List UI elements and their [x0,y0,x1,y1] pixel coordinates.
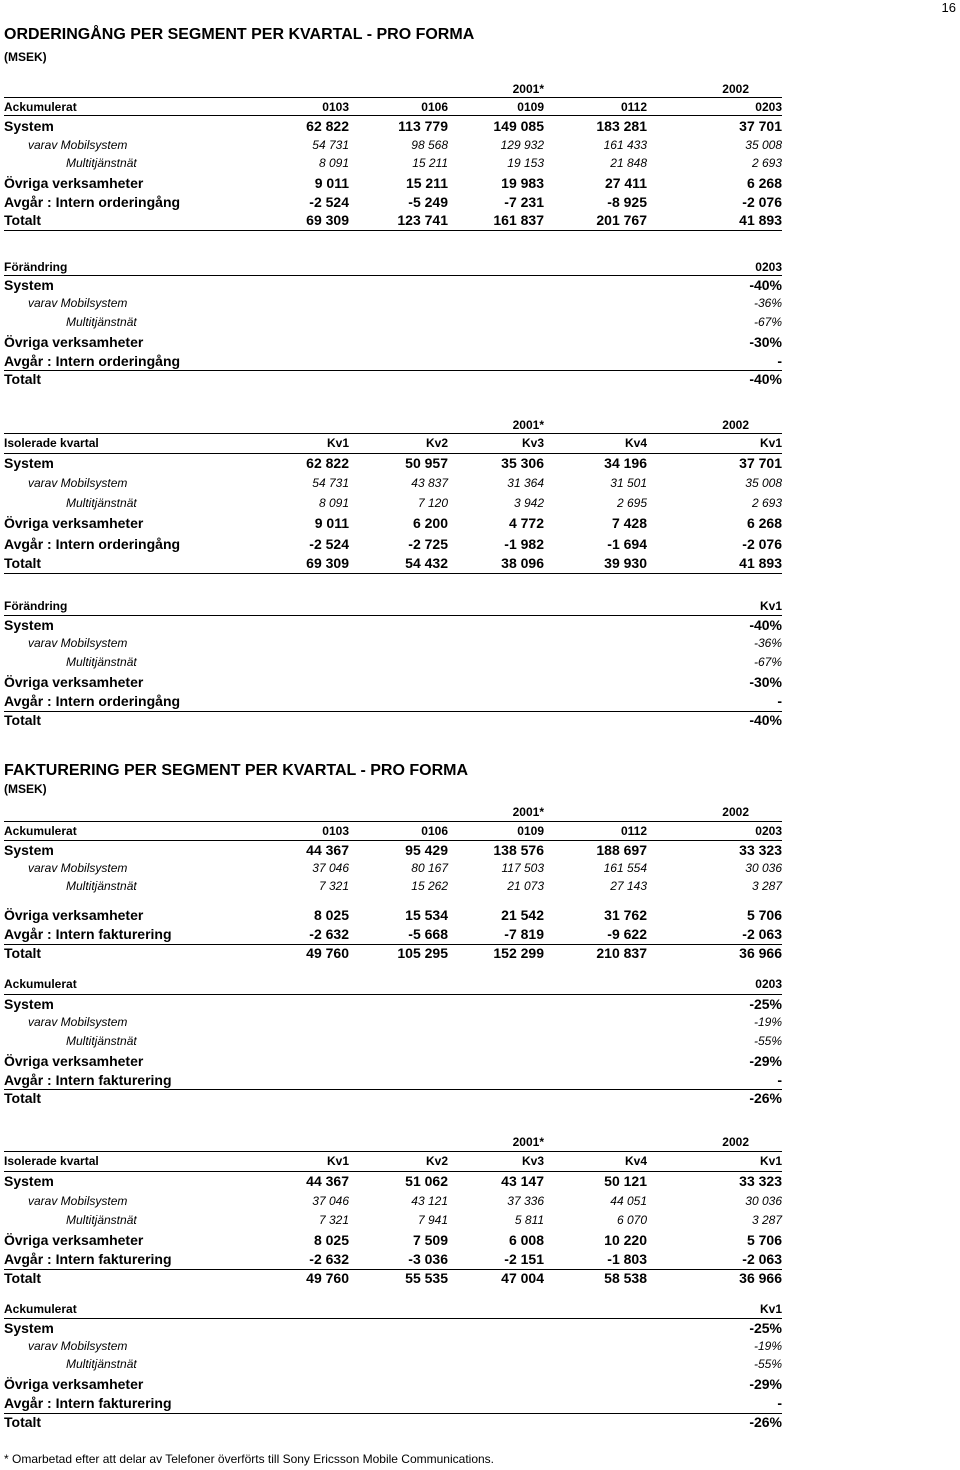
row-value: 44 367 [306,1173,349,1189]
header-label: Förändring [4,599,68,613]
row-label: varav Mobilsystem [28,636,128,650]
table-rule [4,840,782,841]
row-value: 19 983 [501,175,544,191]
row-label: System [4,617,54,633]
table-rule [4,821,782,822]
row-value: 8 025 [313,1232,349,1248]
row-value: 113 779 [398,118,448,134]
header-col: 0106 [421,100,448,114]
row-value: 95 429 [405,842,448,858]
ordering-unit: (MSEK) [4,50,47,64]
row-value: 15 211 [412,156,448,170]
row-value: -1 982 [504,536,544,552]
header-label: Ackumulerat [4,100,77,114]
row-value: 15 534 [405,907,448,923]
header-col: 0203 [755,977,782,991]
table-rule [4,711,782,712]
row-value: 6 268 [746,175,782,191]
year-2001: 2001* [512,805,544,819]
row-value: 15 262 [411,879,448,893]
row-value: 152 299 [493,945,544,961]
row-value: 9 011 [314,515,349,531]
row-value: -7 231 [504,194,544,210]
row-value: 36 966 [739,945,782,961]
row-label: Övriga verksamheter [4,1053,144,1069]
header-col: Kv1 [759,436,782,450]
header-col: Kv2 [425,436,448,450]
footnote: * Omarbetad efter att delar av Telefoner överförts till Sony Ericsson Mobile Communications. [4,1452,494,1466]
row-value: -2 063 [742,926,782,942]
table-rule [4,453,782,454]
header-label: Förändring [4,260,68,274]
row-label: Totalt [4,1414,42,1430]
row-value: 31 364 [507,476,544,490]
row-label: Avgår : Intern fakturering [4,926,172,942]
header-col: 0103 [322,824,349,838]
row-value: 15 211 [405,175,448,191]
row-label: varav Mobilsystem [28,1015,128,1029]
row-value: 54 731 [312,476,349,490]
table-rule [4,433,782,434]
row-value: 10 220 [604,1232,647,1248]
row-value: 5 706 [746,1232,782,1248]
row-label: Multitjänstnät [66,1213,137,1227]
year-2002: 2002 [722,418,749,432]
row-label: Totalt [4,1270,42,1286]
row-value: 5 811 [514,1213,544,1227]
row-value: -2 725 [408,536,448,552]
header-col: Kv3 [521,1154,544,1168]
header-col: 0112 [620,100,647,114]
row-label: Avgår : Intern fakturering [4,1251,172,1267]
year-2002: 2002 [722,805,749,819]
year-2001: 2001* [512,82,544,96]
header-label: Ackumulerat [4,977,77,991]
row-value: - [777,353,782,369]
row-label: System [4,455,54,471]
table-rule [4,1269,782,1270]
row-value: 54 432 [405,555,448,571]
row-value: 5 706 [746,907,782,923]
row-label: Avgår : Intern fakturering [4,1395,172,1411]
row-label: Övriga verksamheter [4,334,144,350]
year-2001: 2001* [512,1135,544,1149]
row-value: 37 046 [312,861,349,875]
header-col: Kv4 [624,1154,647,1168]
row-value: -8 925 [607,194,647,210]
row-value: 43 837 [411,476,448,490]
row-value: - [777,1072,782,1088]
table-rule [4,115,782,116]
header-label: Ackumulerat [4,1302,77,1316]
row-value: 21 073 [507,879,544,893]
table-rule [4,1318,782,1319]
row-value: -9 622 [607,926,647,942]
row-value: -67% [753,315,782,329]
row-value: 37 046 [312,1194,349,1208]
header-col: 0109 [517,100,544,114]
page-number: 16 [941,0,956,15]
row-value: 55 535 [405,1270,448,1286]
row-value: 43 147 [501,1173,544,1189]
row-value: 105 295 [397,945,448,961]
year-2002: 2002 [722,1135,749,1149]
row-value: 7 321 [318,879,349,893]
row-label: Avgår : Intern orderingång [4,194,181,210]
row-label: Multitjänstnät [66,315,137,329]
row-value: 34 196 [604,455,647,471]
row-value: -40% [749,371,782,387]
row-value: -30% [749,674,782,690]
row-value: 27 143 [610,879,647,893]
header-col: Kv1 [759,599,782,613]
header-col: Kv3 [521,436,544,450]
row-value: 183 281 [596,118,647,134]
row-value: 69 309 [306,212,349,228]
row-value: 37 701 [739,455,782,471]
row-value: 201 767 [596,212,647,228]
row-value: 3 287 [751,1213,782,1227]
row-label: System [4,118,54,134]
row-value: -1 694 [607,536,647,552]
year-2002: 2002 [722,82,749,96]
row-value: 47 004 [501,1270,544,1286]
row-value: 7 941 [417,1213,448,1227]
row-label: Övriga verksamheter [4,1232,144,1248]
row-label: System [4,842,54,858]
row-value: -1 803 [607,1251,647,1267]
row-value: 19 153 [507,156,544,170]
header-col: 0103 [322,100,349,114]
row-value: 210 837 [596,945,647,961]
header-col: 0203 [755,260,782,274]
row-value: 54 731 [312,138,349,152]
row-value: 8 091 [318,496,349,510]
row-value: 50 957 [405,455,448,471]
row-value: 62 822 [306,455,349,471]
row-label: System [4,1320,54,1336]
row-label: Totalt [4,212,42,228]
header-col: 0106 [421,824,448,838]
header-label: Isolerade kvartal [4,1154,99,1168]
table-rule [4,370,782,371]
row-value: 49 760 [306,1270,349,1286]
row-value: 43 121 [411,1194,448,1208]
row-value: 58 538 [604,1270,647,1286]
row-label: Avgår : Intern orderingång [4,353,181,369]
row-label: System [4,996,54,1012]
row-value: 44 367 [306,842,349,858]
row-label: Övriga verksamheter [4,1376,144,1392]
row-value: 2 693 [751,156,782,170]
row-label: varav Mobilsystem [28,138,128,152]
row-value: 21 542 [501,907,544,923]
row-label: Övriga verksamheter [4,515,144,531]
header-col: 0109 [517,824,544,838]
row-label: Multitjänstnät [66,1357,137,1371]
row-value: 188 697 [596,842,647,858]
table-rule [4,275,782,276]
row-label: Multitjänstnät [66,1034,137,1048]
row-value: -3 036 [408,1251,448,1267]
row-value: -55% [753,1357,782,1371]
table-rule [4,230,782,231]
row-label: Multitjänstnät [66,655,137,669]
row-value: 37 336 [507,1194,544,1208]
row-value: -67% [753,655,782,669]
row-value: -7 819 [504,926,544,942]
table-rule [4,1089,782,1090]
row-value: 38 096 [501,555,544,571]
header-label: Ackumulerat [4,824,77,838]
row-label: Övriga verksamheter [4,674,144,690]
row-value: - [777,693,782,709]
row-value: -5 249 [408,194,448,210]
header-col: Kv4 [624,436,647,450]
row-value: -2 063 [742,1251,782,1267]
table-rule [4,573,782,574]
row-value: -2 151 [504,1251,544,1267]
table-rule [4,1151,782,1152]
row-label: varav Mobilsystem [28,296,128,310]
row-value: 117 503 [501,861,544,875]
row-value: -2 076 [742,194,782,210]
row-value: 8 091 [318,156,349,170]
row-label: Övriga verksamheter [4,175,144,191]
header-col: Kv1 [759,1302,782,1316]
row-value: 33 323 [739,1173,782,1189]
row-value: 51 062 [405,1173,448,1189]
invoicing-title: FAKTURERING PER SEGMENT PER KVARTAL - PRO FORMA [4,762,469,779]
row-label: Multitjänstnät [66,879,137,893]
table-rule [4,1413,782,1414]
row-label: System [4,277,54,293]
row-value: 149 085 [493,118,544,134]
row-value: 44 051 [610,1194,647,1208]
row-value: 33 323 [739,842,782,858]
row-value: 161 554 [603,861,647,875]
row-value: 41 893 [739,212,782,228]
row-value: 7 428 [611,515,647,531]
row-value: 62 822 [306,118,349,134]
row-value: 80 167 [411,861,448,875]
row-value: 37 701 [739,118,782,134]
table-rule [4,615,782,616]
row-value: -40% [749,617,782,633]
row-value: 6 070 [616,1213,647,1227]
row-value: 2 693 [751,496,782,510]
row-label: System [4,1173,54,1189]
row-value: 3 942 [513,496,544,510]
row-value: 8 025 [313,907,349,923]
header-label: Isolerade kvartal [4,436,99,450]
row-value: -2 076 [742,536,782,552]
row-value: 30 036 [745,1194,782,1208]
row-value: -2 632 [309,926,349,942]
ordering-title: ORDERINGÅNG PER SEGMENT PER KVARTAL - PRO FORMA [4,26,475,43]
row-label: Avgår : Intern orderingång [4,693,181,709]
row-value: 129 932 [500,138,544,152]
row-label: Övriga verksamheter [4,907,144,923]
row-value: -29% [749,1053,782,1069]
row-value: 69 309 [306,555,349,571]
row-label: Totalt [4,945,42,961]
row-value: 49 760 [306,945,349,961]
header-col: 0203 [755,100,782,114]
row-label: Avgår : Intern fakturering [4,1072,172,1088]
row-label: Totalt [4,371,42,387]
row-label: varav Mobilsystem [28,861,128,875]
invoicing-unit: (MSEK) [4,782,47,796]
row-value: 6 008 [508,1232,544,1248]
row-label: Totalt [4,712,42,728]
row-value: 21 848 [610,156,647,170]
table-rule [4,1171,782,1172]
row-value: 31 501 [610,476,647,490]
row-value: -19% [753,1015,782,1029]
row-value: 36 966 [739,1270,782,1286]
row-value: 6 200 [412,515,448,531]
row-value: -26% [749,1090,782,1106]
row-value: -26% [749,1414,782,1430]
row-value: 7 120 [417,496,448,510]
row-value: -55% [753,1034,782,1048]
row-value: -36% [753,296,782,310]
table-rule [4,994,782,995]
row-label: varav Mobilsystem [28,1339,128,1353]
row-value: 3 287 [751,879,782,893]
table-rule [4,97,782,98]
row-value: 98 568 [411,138,448,152]
row-value: -5 668 [408,926,448,942]
row-value: - [777,1395,782,1411]
header-col: 0203 [755,824,782,838]
row-value: 50 121 [604,1173,647,1189]
row-value: 39 930 [604,555,647,571]
row-label: varav Mobilsystem [28,476,128,490]
row-value: -30% [749,334,782,350]
row-value: 35 306 [501,455,544,471]
row-value: -2 524 [309,194,349,210]
row-label: Multitjänstnät [66,156,137,170]
header-col: Kv1 [326,436,349,450]
year-2001: 2001* [512,418,544,432]
row-value: 4 772 [508,515,544,531]
row-value: 123 741 [397,212,448,228]
row-value: -25% [749,996,782,1012]
row-label: Totalt [4,555,42,571]
row-value: 2 695 [616,496,647,510]
row-value: -40% [749,277,782,293]
row-value: 6 268 [746,515,782,531]
header-col: Kv2 [425,1154,448,1168]
row-label: Avgår : Intern orderingång [4,536,181,552]
row-value: 138 576 [493,842,544,858]
row-label: varav Mobilsystem [28,1194,128,1208]
row-value: -25% [749,1320,782,1336]
header-col: 0112 [620,824,647,838]
row-value: -2 632 [309,1251,349,1267]
row-value: 30 036 [745,861,782,875]
row-value: 161 433 [603,138,647,152]
row-value: 31 762 [604,907,647,923]
row-value: -19% [753,1339,782,1353]
row-value: 27 411 [604,175,647,191]
row-label: Multitjänstnät [66,496,137,510]
row-value: -2 524 [309,536,349,552]
row-value: 35 008 [745,138,782,152]
row-value: 41 893 [739,555,782,571]
row-value: -40% [749,712,782,728]
row-value: -36% [753,636,782,650]
header-col: Kv1 [759,1154,782,1168]
row-label: Totalt [4,1090,42,1106]
row-value: -29% [749,1376,782,1392]
header-col: Kv1 [326,1154,349,1168]
table-rule [4,944,782,945]
row-value: 161 837 [493,212,544,228]
row-value: 9 011 [314,175,349,191]
row-value: 7 509 [412,1232,448,1248]
row-value: 35 008 [745,476,782,490]
row-value: 7 321 [318,1213,349,1227]
